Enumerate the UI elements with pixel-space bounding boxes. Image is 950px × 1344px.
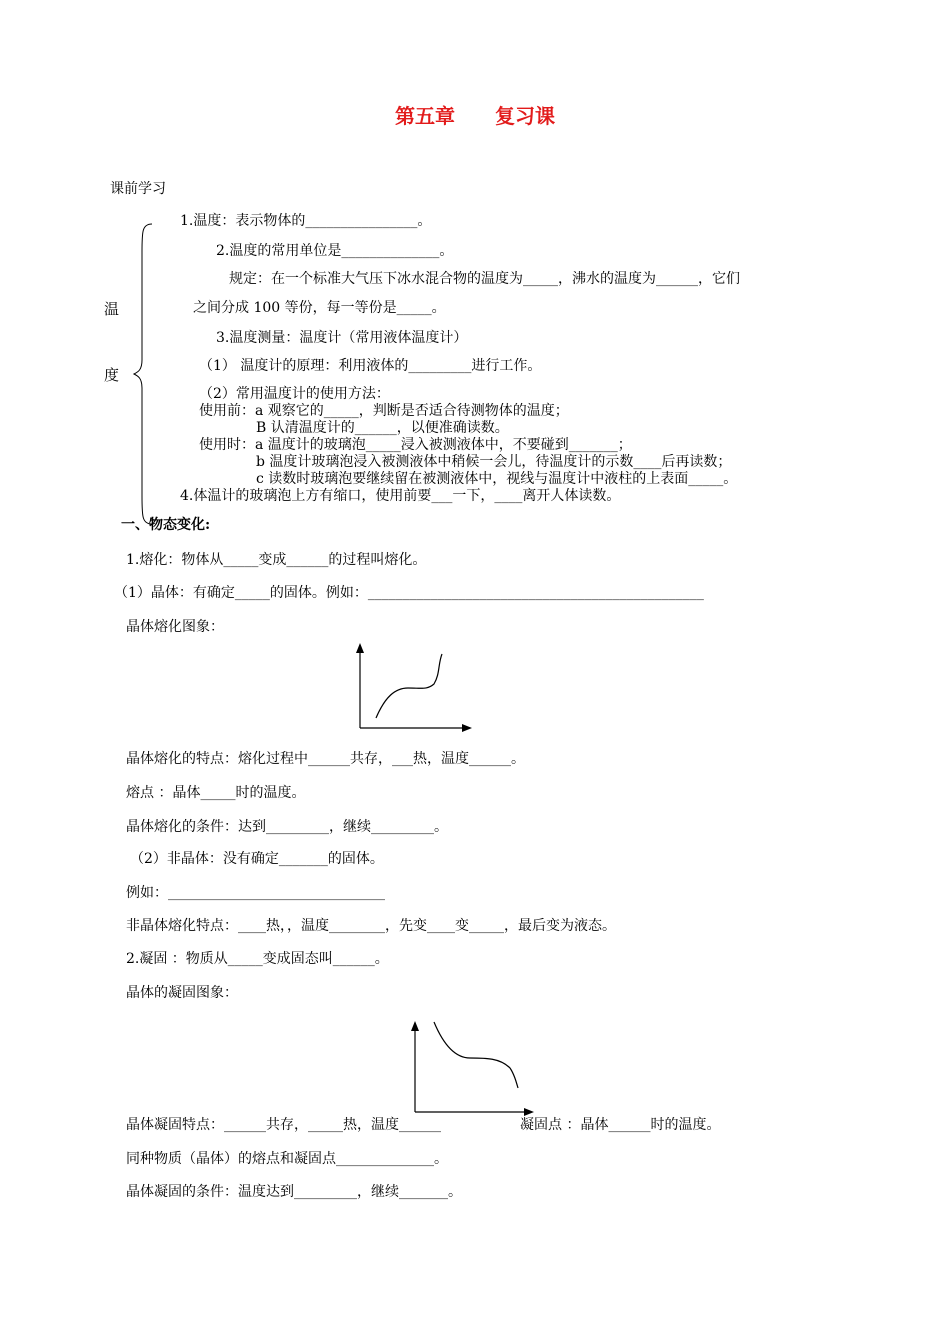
- melt-line-3: 晶体熔化图象：: [126, 619, 224, 635]
- temp-line-10: 使用时：a 温度计的玻璃泡_____浸入被测液体中，不要碰到_______；: [199, 437, 632, 453]
- temp-line-2: 2.温度的常用单位是______________。: [216, 243, 454, 259]
- melt-line-1: 1.熔化：物体从_____变成______的过程叫熔化。: [126, 552, 427, 568]
- temp-line-8: 使用前：a 观察它的_____，判断是否适合待测物体的温度；: [199, 403, 569, 419]
- temp-line-12: c 读数时玻璃泡要继续留在被测液体中，视线与温度计中液柱的上表面_____。: [256, 471, 738, 487]
- page-title: 第五章 复习课: [395, 104, 555, 128]
- melt-line-5: 熔点 ：晶体_____时的温度。: [126, 785, 306, 801]
- melt-line-8: 例如：_______________________________: [126, 885, 385, 901]
- solidify-line-5: 晶体凝固的条件：温度达到_________，继续_______。: [126, 1184, 462, 1200]
- temp-line-6: （1） 温度计的原理：利用液体的_________进行工作。: [199, 358, 542, 374]
- melt-line-9: 非晶体熔化特点：____热，，温度________，先变____变_____，最后变为液态。: [126, 918, 616, 934]
- crystal-melting-graph: [350, 642, 474, 734]
- temp-line-13: 4.体温计的玻璃泡上方有缩口，使用前要___一下，____离开人体读数。: [180, 488, 621, 504]
- melt-line-7: （2）非晶体：没有确定_______的固体。: [130, 851, 384, 867]
- pre-study-label: 课前学习: [110, 181, 166, 197]
- crystal-solidifying-graph: [404, 1018, 536, 1118]
- melt-line-2: （1）晶体：有确定_____的固体。例如：________________________________________________: [114, 585, 704, 601]
- temp-line-1: 1.温度：表示物体的________________。: [180, 213, 432, 229]
- temp-line-4: 之间分成 100 等份，每一等份是_____。: [193, 300, 446, 316]
- solidify-line-2: 晶体的凝固图象：: [126, 985, 238, 1001]
- melt-line-4: 晶体熔化的特点：熔化过程中______共存，___热，温度______。: [126, 751, 525, 767]
- temp-line-7: （2）常用温度计的使用方法：: [199, 386, 390, 402]
- temp-line-5: 3.温度测量：温度计（常用液体温度计）: [216, 330, 468, 346]
- solidify-line-3: 晶体凝固特点：______共存，_____热，温度______: [126, 1117, 441, 1133]
- temp-line-11: b 温度计玻璃泡浸入被测液体中稍候一会儿，待温度计的示数____后再读数；: [256, 454, 732, 470]
- solidify-point-line: 凝固点 ：晶体______时的温度。: [520, 1117, 721, 1133]
- melt-line-6: 晶体熔化的条件：达到_________，继续_________。: [126, 819, 448, 835]
- temp-line-3: 规定：在一个标准大气压下冰水混合物的温度为_____，沸水的温度为______，它们: [229, 271, 740, 287]
- side-label-wen: 温: [104, 300, 120, 318]
- temp-line-9: B 认清温度计的______，以便准确读数。: [256, 420, 509, 436]
- left-brace: [132, 222, 154, 526]
- side-label-du: 度: [104, 366, 120, 384]
- solidify-line-1: 2.凝固 ：物质从_____变成固态叫______。: [126, 951, 389, 967]
- section-heading: 一、物态变化:: [121, 517, 211, 533]
- solidify-line-4: 同种物质（晶体）的熔点和凝固点______________。: [126, 1151, 448, 1167]
